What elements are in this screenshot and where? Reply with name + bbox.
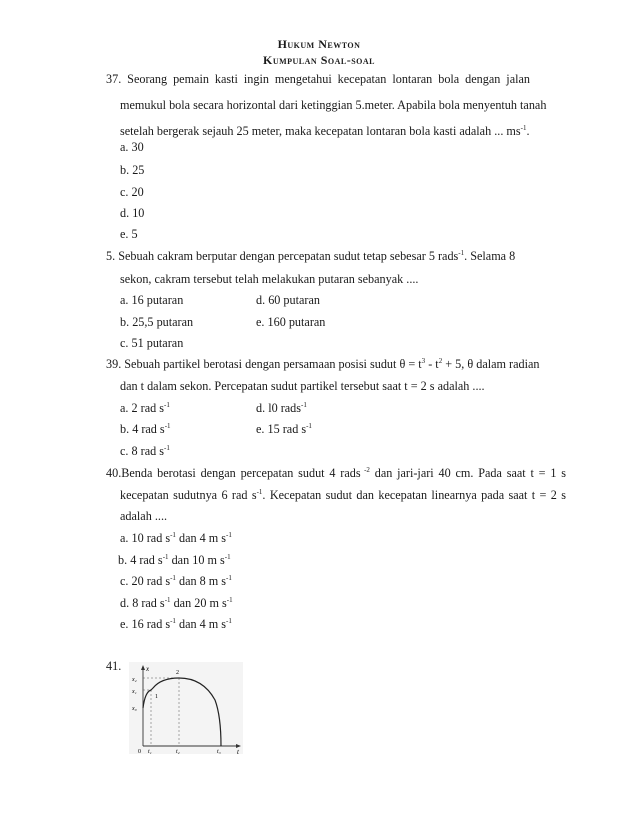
q40-option-e: e. 16 rad $s^{-1}$ dan 4 m $s^{-1}$ (120, 617, 232, 631)
q5-option-c: c. 51 putaran (120, 336, 184, 350)
q37-line2: memukul bola secara horizontal dari ketinggian 5.meter. Apabila bola menyentuh tanah (120, 98, 547, 112)
q37-option-a: a. 30 (120, 140, 144, 154)
segment-1-label: 1 (155, 694, 158, 700)
q39-option-c: c. 8 rad $s^{-1}$ (120, 444, 170, 458)
page-subtitle: Kumpulan Soal-soal (262, 53, 375, 67)
origin-label: 0 (138, 749, 141, 754)
segment-2-label: 2 (176, 670, 179, 676)
x-axis-label: t (237, 748, 239, 754)
q37-option-e: e. 5 (120, 227, 138, 241)
q5-option-e: e. 160 putaran (256, 315, 326, 329)
q40-line3: adalah .... (120, 509, 168, 523)
q37-line3: setelah bergerak sejauh 25 meter, maka kecepatan lontaran bola kasti adalah ... $ms^{-1}$. (120, 124, 530, 138)
q39-line2: dan t dalam sekon. Percepatan sudut partikel tersebut saat t = 2 s adalah .... (120, 379, 485, 393)
q39-option-d: d. l0 rads$^{-1}$ (256, 401, 307, 415)
q39-option-a: a. 2 rad $s^{-1}$ (120, 401, 170, 415)
q5-line1: 5. Sebuah cakram berputar dengan percepatan sudut tetap sebesar 5 rads$^{-1}$. Selama 8 (106, 249, 516, 263)
x0-label: x₀ (132, 706, 137, 712)
q37-line1: 37. Seorang pemain kasti ingin mengetahui kecepatan lontaran bola dengan jalan (106, 72, 530, 86)
q41-number: 41. (106, 659, 122, 673)
t3-label: t₃ (217, 749, 221, 754)
t2-label: t₂ (176, 749, 180, 754)
q40-option-c: c. 20 rad $s^{-1}$ dan 8 m $s^{-1}$ (120, 574, 232, 588)
q5-option-d: d. 60 putaran (256, 293, 320, 307)
q40-line1: 40.Benda berotasi dengan percepatan sudut 4 rads $^{-2}$ dan jari-jari 40 cm. Pada saat t = 1 s (106, 466, 566, 480)
t1-label: t₁ (148, 749, 152, 754)
q40-option-d: d. 8 rad $s^{-1}$ dan 20 m $s^{-1}$ (120, 596, 233, 610)
x1-label: x₁ (132, 689, 137, 695)
q5-line2: sekon, cakram tersebut telah melakukan putaran sebanyak .... (120, 272, 419, 286)
graph-background (129, 662, 243, 754)
q39-option-e: e. 15 rad $s^{-1}$ (256, 422, 312, 436)
q39-line1: 39. Sebuah partikel berotasi dengan persamaan posisi sudut $\theta = t^3 - t^2 + 5$, θ dalam radian (106, 357, 540, 371)
q37-option-c: c. 20 (120, 185, 144, 199)
page-title: Hukum Newton (277, 37, 361, 51)
q40-line2: kecepatan sudutnya 6 rad $s^{-1}$. Kecepatan sudut dan kecepatan linearnya pada saat t = 2 s (120, 488, 566, 502)
q5-option-b: b. 25,5 putaran (120, 315, 194, 329)
x2-label: x₂ (132, 677, 137, 683)
q41-position-time-graph (129, 662, 243, 754)
q40-option-b: b. 4 rad $s^{-1}$ dan 10 m $s^{-1}$ (118, 553, 231, 567)
q37-option-b: b. 25 (120, 163, 145, 177)
y-axis-label: x (146, 665, 150, 673)
q5-option-a: a. 16 putaran (120, 293, 184, 307)
q40-option-a: a. 10 rad $s^{-1}$ dan 4 m $s^{-1}$ (120, 531, 232, 545)
q37-option-d: d. 10 (120, 206, 145, 220)
q39-option-b: b. 4 rad $s^{-1}$ (120, 422, 171, 436)
